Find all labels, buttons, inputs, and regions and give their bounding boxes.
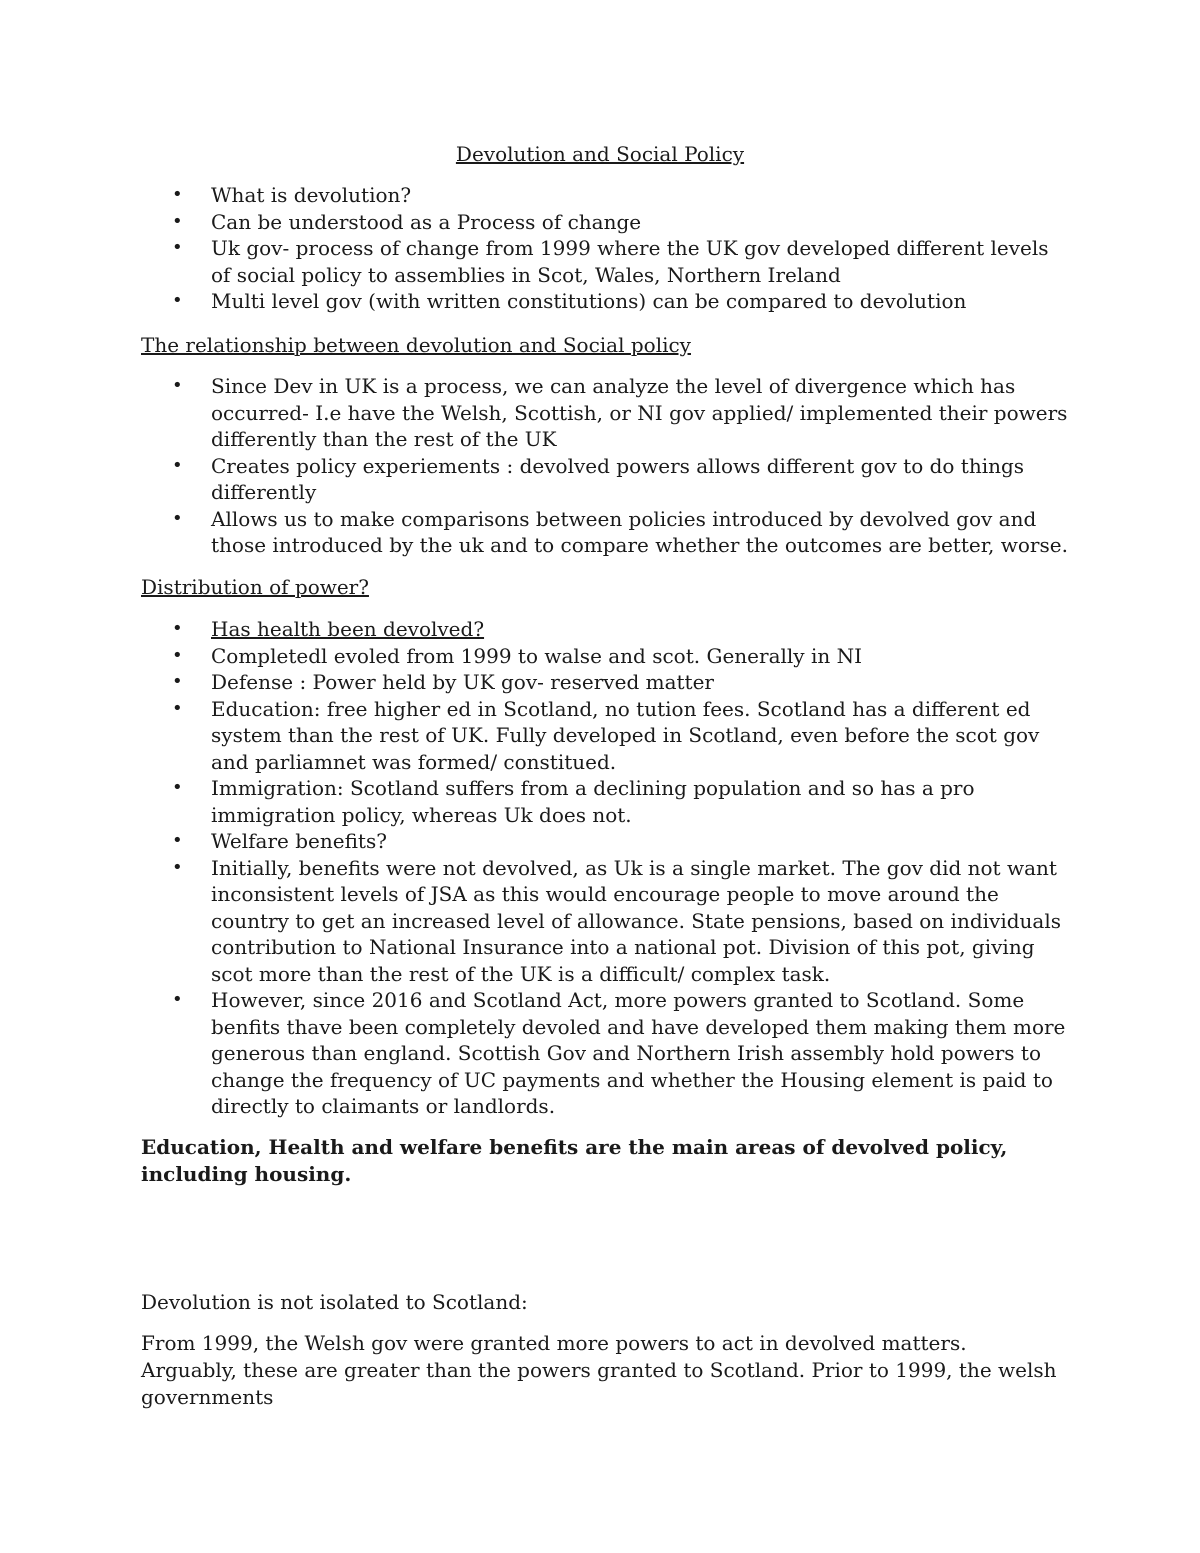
section-heading-distribution: Distribution of power? xyxy=(141,575,369,599)
bold-summary: Education, Health and welfare benefits are the main areas of devolved policy, including housing. xyxy=(141,1135,1008,1186)
section-heading-relationship: The relationship between devolution and Social policy xyxy=(141,333,691,357)
list-item: • Creates policy experiements : devolved powers allows different gov to do things differently xyxy=(0,453,1071,506)
list-item: • Immigration: Scotland suffers from a declining population and so has a pro immigration policy, whereas Uk does not. xyxy=(0,775,1071,828)
list-item: • Welfare benefits? xyxy=(0,828,1071,855)
closing-intro: Devolution is not isolated to Scotland: xyxy=(141,1290,528,1314)
list-item: • Can be understood as a Process of change xyxy=(0,209,1071,236)
list-item: • However, since 2016 and Scotland Act, more powers granted to Scotland. Some benfits thave been completely devoled and have developed them making them more generous than england. Scottish Gov and Northern Irish assembly hold powers to change the frequency of UC payments and whether the Housing element is paid to directly to claimants or landlords. xyxy=(0,987,1071,1120)
closing-paragraph: From 1999, the Welsh gov were granted more powers to act in devolved matters. Arguably, these are greater than the powers granted to Scotland. Prior to 1999, the welsh governments xyxy=(141,1331,1057,1409)
list-item: • Defense : Power held by UK gov- reserved matter xyxy=(0,669,1071,696)
list-item: • Uk gov- process of change from 1999 where the UK gov developed different levels of social policy to assemblies in Scot, Wales, Northern Ireland xyxy=(0,235,1071,288)
list-item: • Education: free higher ed in Scotland, no tution fees. Scotland has a different ed system than the rest of UK. Fully developed in Scotland, even before the scot gov and parliamnet was formed/ constitued. xyxy=(0,696,1071,776)
distribution-bullet-list xyxy=(0,616,1200,1120)
list-item: • Initially, benefits were not devolved, as Uk is a single market. The gov did not want inconsistent levels of JSA as this would encourage people to move around the country to get an increased level of allowance. State pensions, based on individuals contribution to National Insurance into a national pot. Division of this pot, giving scot more than the rest of the UK is a difficult/ complex task. xyxy=(0,855,1071,988)
list-item: • Allows us to make comparisons between policies introduced by devolved gov and those introduced by the uk and to compare whether the outcomes are better, worse. xyxy=(0,506,1071,559)
page-title: Devolution and Social Policy xyxy=(455,142,745,166)
list-item: • Multi level gov (with written constitutions) can be compared to devolution xyxy=(0,288,1071,315)
relationship-bullet-list xyxy=(0,373,1200,559)
list-item: • Since Dev in UK is a process, we can analyze the level of divergence which has occurred- I.e have the Welsh, Scottish, or NI gov applied/ implemented their powers differently than the rest of the UK xyxy=(0,373,1071,453)
intro-bullet-list xyxy=(0,182,1200,315)
list-item: • What is devolution? xyxy=(0,182,1071,209)
list-item: • Completedl evoled from 1999 to walse and scot. Generally in NI xyxy=(0,643,1071,670)
list-item: • Has health been devolved? xyxy=(0,616,1071,643)
